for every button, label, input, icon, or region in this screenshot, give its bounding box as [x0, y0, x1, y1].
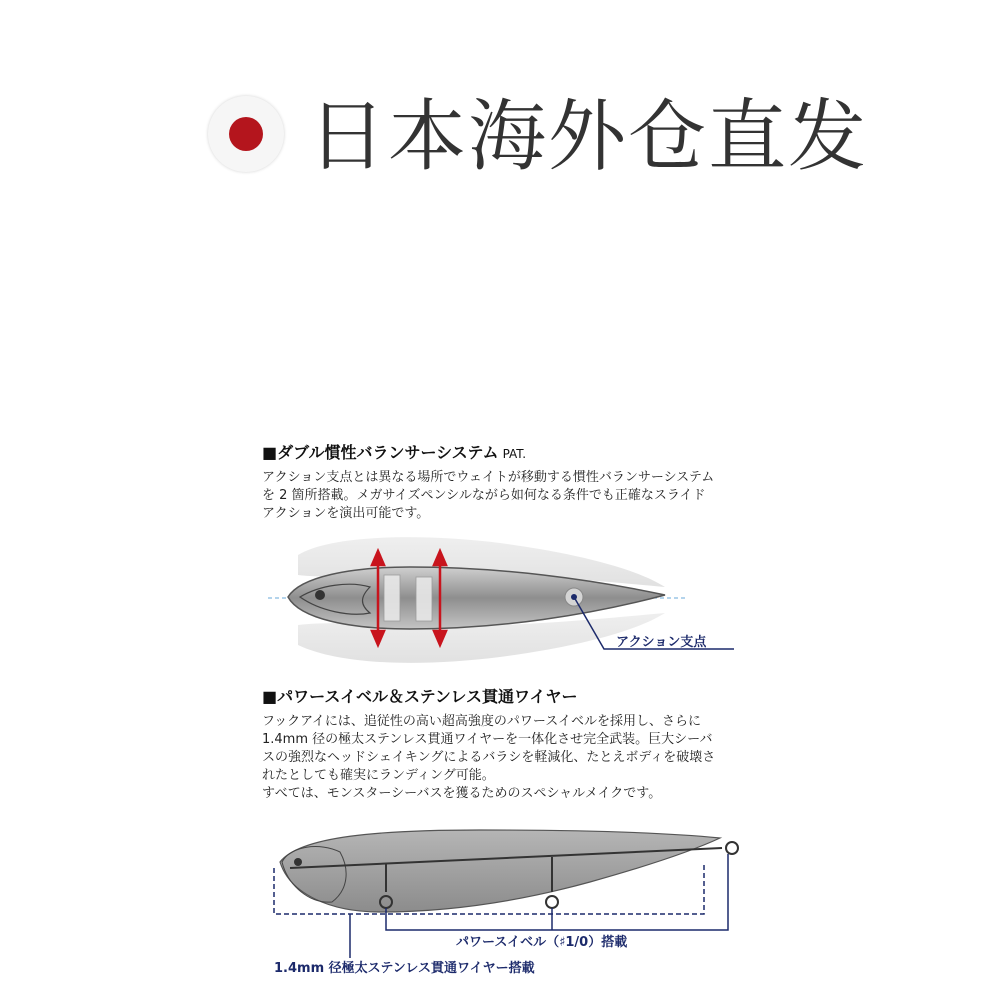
- heading-text: ■ダブル慣性バランサーシステム: [262, 443, 499, 462]
- lure-eye-2: [294, 858, 302, 866]
- body-line: すべては、モンスターシーバスを獲るためのスペシャルメイクです。: [262, 786, 662, 801]
- lure-balancer-illustration: [260, 525, 740, 675]
- banner: [0, 0, 1000, 230]
- pat-label: PAT.: [502, 447, 527, 461]
- section-swivel-body: [262, 713, 715, 803]
- section-balancer-heading: [262, 440, 714, 463]
- lure-wire-illustration: [260, 822, 750, 982]
- section-swivel-heading: ■パワースイベル＆ステンレス貫通ワイヤー: [262, 687, 578, 706]
- body-line: れたとしても確実にランディング可能。: [262, 768, 495, 783]
- fulcrum-label: アクション支点: [616, 635, 707, 650]
- swivel-tail: [726, 842, 738, 854]
- body-line: スの強烈なヘッドシェイキングによるバラシを軽減化、たとえボディを破壊さ: [262, 750, 716, 765]
- flag-red-circle: [229, 117, 263, 151]
- section-balancer: [262, 440, 714, 523]
- lure-eye: [315, 590, 325, 600]
- japan-flag-icon: [208, 96, 284, 172]
- banner-title: 日本海外仓直发: [308, 92, 869, 182]
- balancer-weight-2: [416, 577, 432, 621]
- section-swivel: [262, 684, 715, 803]
- body-line: 1.4mm 径の極太ステンレス貫通ワイヤーを一体化させ完全武装。巨大シーバ: [262, 732, 713, 747]
- body-line: アクション支点とは異なる場所でウェイトが移動する慣性バランサーシステム: [262, 470, 715, 485]
- balancer-weight-1: [384, 575, 400, 621]
- wire-label: 1.4mm 径極太ステンレス貫通ワイヤー搭載: [274, 961, 535, 976]
- body-line: アクションを演出可能です。: [262, 506, 430, 521]
- section-balancer-body: [262, 469, 714, 523]
- body-line: を 2 箇所搭載。メガサイズペンシルながら如何なる条件でも正確なスライド: [262, 488, 706, 503]
- body-line: フックアイには、追従性の高い超高強度のパワースイベルを採用し、さらに: [262, 714, 702, 729]
- swivel-label: パワースイベル（♯1/0）搭載: [456, 935, 628, 950]
